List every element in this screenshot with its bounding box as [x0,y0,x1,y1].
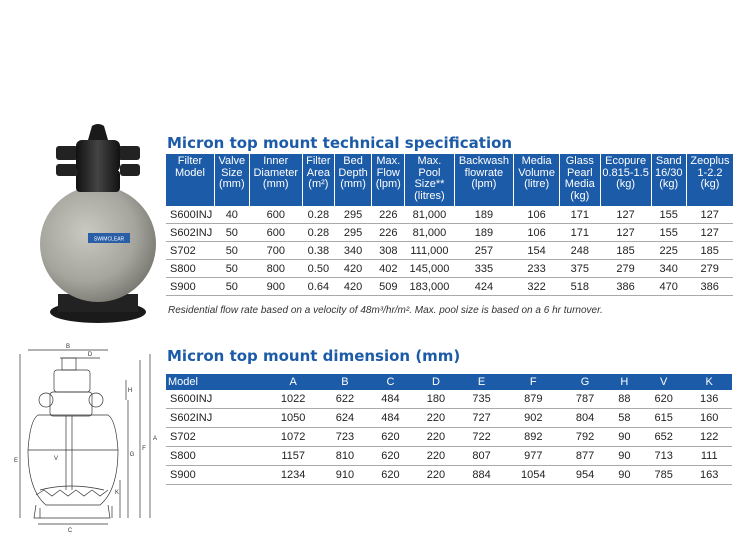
filter-photo [28,118,168,333]
dimension-cell: 220 [413,409,459,428]
dim-label-b: B [65,344,71,350]
dimension-column-header: B [322,374,368,390]
dimension-row [166,428,732,447]
spec-column-header: Media Volume (litre) [514,154,560,206]
dim-label-v: V [53,456,59,462]
spec-row [166,206,733,224]
spec-cell: 420 [334,260,371,278]
dimension-cell: 220 [413,466,459,485]
dim-label-h: H [127,388,133,394]
spec-cell: 424 [454,278,514,296]
dimension-cell: 90 [608,428,641,447]
spec-column-header: Filter Area (m²) [302,154,334,206]
spec-cell: 0.28 [302,224,334,242]
spec-cell: 81,000 [405,206,454,224]
dimension-row [166,447,732,466]
dimension-cell: 713 [641,447,687,466]
spec-column-header: Zeoplus 1-2.2 (kg) [686,154,733,206]
spec-cell: S900 [166,278,214,296]
spec-cell: 106 [514,206,560,224]
dimension-cell: S600INJ [166,390,264,409]
spec-cell: 295 [334,206,371,224]
dim-label-a: A [152,436,158,442]
dimension-column-header: E [459,374,505,390]
spec-column-header: Valve Size (mm) [214,154,249,206]
spec-cell: 171 [559,206,600,224]
dimension-row [166,409,732,428]
spec-column-header: Sand 16/30 (kg) [651,154,686,206]
spec-cell: 40 [214,206,249,224]
spec-cell: 155 [651,224,686,242]
dim-label-c: C [67,528,73,534]
spec-cell: 386 [600,278,651,296]
spec-cell: 155 [651,206,686,224]
dimension-cell: 90 [608,466,641,485]
dimension-cell: 1054 [504,466,562,485]
dimension-cell: 884 [459,466,505,485]
spec-cell: 420 [334,278,371,296]
dimension-cell: 807 [459,447,505,466]
spec-cell: 800 [249,260,302,278]
dimension-diagram [0,340,165,534]
dimension-column-header: F [504,374,562,390]
dim-label-f: F [142,446,146,452]
dimension-cell: S702 [166,428,264,447]
spec-cell: 50 [214,242,249,260]
spec-cell: 226 [372,206,405,224]
spec-column-header: Inner Diameter (mm) [249,154,302,206]
dimension-cell: 615 [641,409,687,428]
dimension-cell: 620 [368,428,414,447]
spec-cell: 340 [651,260,686,278]
dimension-cell: 723 [322,428,368,447]
spec-column-header: Glass Pearl Media (kg) [559,154,600,206]
spec-cell: 127 [600,206,651,224]
spec-cell: 50 [214,278,249,296]
spec-cell: 386 [686,278,733,296]
dimension-cell: 1234 [264,466,322,485]
spec-row [166,278,733,296]
dimension-cell: 163 [686,466,732,485]
spec-cell: 183,000 [405,278,454,296]
spec-column-header: Max. Flow (lpm) [372,154,405,206]
spec-cell: 189 [454,224,514,242]
spec-cell: 248 [559,242,600,260]
dimension-cell: 785 [641,466,687,485]
dimension-cell: 220 [413,447,459,466]
spec-cell: 279 [686,260,733,278]
dimension-cell: 1072 [264,428,322,447]
spec-header-row [166,154,733,206]
dimension-cell: 977 [504,447,562,466]
spec-cell: 600 [249,224,302,242]
dim-label-g: G [129,452,135,458]
spec-cell: 700 [249,242,302,260]
dimension-cell: 622 [322,390,368,409]
dimension-cell: 792 [562,428,608,447]
dimension-column-header: Model [166,374,264,390]
spec-cell: 127 [686,224,733,242]
spec-cell: 257 [454,242,514,260]
spec-cell: 0.38 [302,242,334,260]
dimension-cell: 1157 [264,447,322,466]
spec-row [166,260,733,278]
dimension-cell: 220 [413,428,459,447]
spec-cell: 402 [372,260,405,278]
dimension-table [166,374,732,485]
dim-label-k: K [114,490,120,496]
dimension-column-header: A [264,374,322,390]
dimension-cell: 90 [608,447,641,466]
spec-cell: 0.28 [302,206,334,224]
dimension-cell: 787 [562,390,608,409]
dimension-cell: S900 [166,466,264,485]
filter-badge-text: SWIMCLEAR [93,236,125,243]
spec-table [166,154,733,296]
dimension-cell: 111 [686,447,732,466]
dimension-cell: 652 [641,428,687,447]
dimension-column-header: H [608,374,641,390]
dimension-column-header: D [413,374,459,390]
dimension-title: Micron top mount dimension (mm) [167,347,461,365]
dimension-cell: 484 [368,390,414,409]
dimension-cell: 892 [504,428,562,447]
spec-cell: 0.64 [302,278,334,296]
dimension-cell: 902 [504,409,562,428]
dimension-cell: 1050 [264,409,322,428]
dimension-cell: 804 [562,409,608,428]
dimension-column-header: K [686,374,732,390]
spec-row [166,224,733,242]
dimension-column-header: C [368,374,414,390]
dimension-cell: 810 [322,447,368,466]
dimension-cell: 620 [368,466,414,485]
spec-column-header: Ecopure 0.815-1.5 (kg) [600,154,651,206]
dimension-cell: 58 [608,409,641,428]
spec-cell: S602INJ [166,224,214,242]
spec-cell: 340 [334,242,371,260]
spec-cell: 189 [454,206,514,224]
spec-column-header: Max. Pool Size** (litres) [405,154,454,206]
spec-cell: S600INJ [166,206,214,224]
dimension-cell: 122 [686,428,732,447]
spec-cell: 233 [514,260,560,278]
spec-cell: 322 [514,278,560,296]
dimension-cell: 160 [686,409,732,428]
spec-cell: 0.50 [302,260,334,278]
spec-cell: 308 [372,242,405,260]
spec-cell: 279 [600,260,651,278]
dimension-row [166,466,732,485]
spec-cell: 185 [686,242,733,260]
dimension-cell: 180 [413,390,459,409]
dimension-cell: 484 [368,409,414,428]
spec-cell: 518 [559,278,600,296]
dim-label-d: D [87,352,93,358]
spec-cell: S800 [166,260,214,278]
spec-column-header: Filter Model [166,154,214,206]
spec-cell: 900 [249,278,302,296]
spec-note: Residential flow rate based on a velocity of 48m³/hr/m². Max. pool size is based on a 6 hr turnover. [168,305,603,316]
spec-cell: 470 [651,278,686,296]
dimension-cell: 624 [322,409,368,428]
spec-column-header: Bed Depth (mm) [334,154,371,206]
spec-row [166,242,733,260]
dimension-cell: 620 [368,447,414,466]
dimension-cell: 877 [562,447,608,466]
spec-cell: 226 [372,224,405,242]
spec-cell: 50 [214,224,249,242]
dimension-column-header: V [641,374,687,390]
spec-cell: 81,000 [405,224,454,242]
spec-cell: S702 [166,242,214,260]
spec-cell: 106 [514,224,560,242]
spec-cell: 145,000 [405,260,454,278]
spec-cell: 600 [249,206,302,224]
dimension-cell: 727 [459,409,505,428]
dimension-cell: 722 [459,428,505,447]
dimension-cell: 735 [459,390,505,409]
dimension-header-row [166,374,732,390]
dimension-cell: S800 [166,447,264,466]
dim-label-e: E [13,458,19,464]
dimension-cell: S602INJ [166,409,264,428]
spec-title: Micron top mount technical specification [167,134,513,152]
dimension-column-header: G [562,374,608,390]
spec-cell: 509 [372,278,405,296]
spec-cell: 185 [600,242,651,260]
dimension-cell: 620 [641,390,687,409]
spec-cell: 171 [559,224,600,242]
spec-cell: 295 [334,224,371,242]
dimension-cell: 910 [322,466,368,485]
dimension-row [166,390,732,409]
spec-cell: 225 [651,242,686,260]
spec-cell: 127 [686,206,733,224]
spec-cell: 375 [559,260,600,278]
spec-cell: 111,000 [405,242,454,260]
spec-cell: 50 [214,260,249,278]
dimension-cell: 879 [504,390,562,409]
dimension-cell: 88 [608,390,641,409]
dimension-cell: 954 [562,466,608,485]
spec-column-header: Backwash flowrate (lpm) [454,154,514,206]
spec-cell: 127 [600,224,651,242]
spec-cell: 154 [514,242,560,260]
dimension-cell: 1022 [264,390,322,409]
spec-cell: 335 [454,260,514,278]
dimension-cell: 136 [686,390,732,409]
